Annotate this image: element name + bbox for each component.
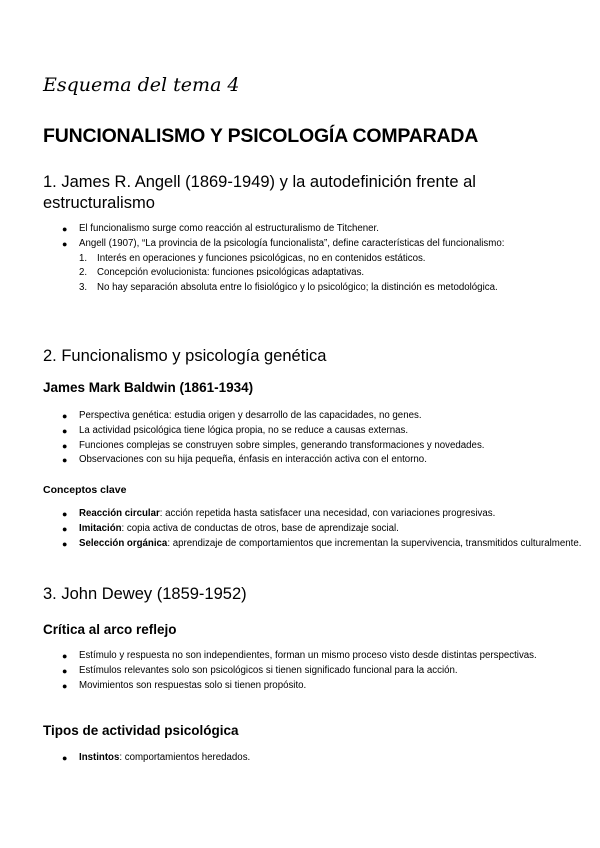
bullet-icon: ● (62, 753, 68, 763)
bullet-icon: ● (62, 651, 68, 661)
numbered-item: 2. Concepción evolucionista: funciones psicológicas adaptativas. (79, 267, 365, 279)
list-item: ● El funcionalismo surge como reacción al estructuralismo de Titchener. (62, 222, 582, 237)
list-item: ● Perspectiva genética: estudia origen y desarrollo de las capacidades, no genes. (62, 409, 582, 424)
bullet-icon: ● (62, 224, 68, 234)
document-subtitle: Esquema del tema 4 (43, 74, 240, 96)
bullet-icon: ● (62, 509, 68, 519)
bullet-icon: ● (62, 425, 68, 436)
baldwin-bullet-list (62, 409, 582, 468)
list-item: ● Instintos: comportamientos heredados. (62, 751, 582, 766)
numbered-item: 1. Interés en operaciones y funciones psicológicas, no en contenidos estáticos. (79, 252, 426, 264)
activity-types-subheading: Tipos de actividad psicológica (43, 723, 239, 738)
activity-types-list (62, 751, 582, 766)
bullet-icon: ● (62, 455, 68, 466)
bullet-icon: ● (62, 538, 68, 549)
list-item: ● La actividad psicológica tiene lógica propia, no se reduce a causas externas. (62, 424, 582, 439)
reflex-arc-list (62, 649, 582, 693)
bullet-icon: ● (62, 665, 68, 676)
list-item: ● Selección orgánica: aprendizaje de comportamientos que incrementan la supervivencia, transmitidos culturalmente. (62, 537, 582, 552)
list-item: ● Observaciones con su hija pequeña, énfasis en interacción activa con el entorno. (62, 453, 582, 468)
list-item: ● Angell (1907), “La provincia de la psicología funcionalista”, define características del funcionalismo: 1. Interés en operaciones y funciones psicológicas, no en contenidos estáticos. 2. Concepción evolucionista: funciones psicológicas adaptativas. 3. No hay separación absoluta entre lo fisiológico y lo psicológico; la distinción es metodológica. (62, 237, 582, 296)
list-item: ● Funciones complejas se construyen sobre simples, generando transformaciones y novedades. (62, 439, 582, 454)
bullet-icon: ● (62, 440, 68, 451)
bullet-icon: ● (62, 411, 68, 421)
list-item: ● Movimientos son respuestas solo si tienen propósito. (62, 679, 582, 694)
bullet-icon: ● (62, 680, 68, 691)
baldwin-subheading: James Mark Baldwin (1861-1934) (43, 380, 254, 395)
key-concepts-list (62, 507, 582, 551)
reflex-arc-subheading: Crítica al arco reflejo (43, 622, 177, 637)
section-3-heading: 3. John Dewey (1859-1952) (43, 585, 247, 603)
list-item: ● Reacción circular: acción repetida hasta satisfacer una necesidad, con variaciones progresivas. (62, 507, 582, 522)
key-concepts-heading: Conceptos clave (43, 484, 127, 496)
section-1-bullet-list (62, 222, 582, 296)
document-title: FUNCIONALISMO Y PSICOLOGÍA COMPARADA (43, 125, 479, 147)
section-1-heading: 1. James R. Angell (1869-1949) y la autodefinición frente al estructuralismo (43, 173, 476, 212)
list-item: ● Imitación: copia activa de conductas de otros, base de aprendizaje social. (62, 522, 582, 537)
section-2-heading: 2. Funcionalismo y psicología genética (43, 347, 327, 365)
list-item: ● Estímulo y respuesta no son independientes, forman un mismo proceso visto desde distintas perspectivas. (62, 649, 582, 664)
bullet-icon: ● (62, 238, 68, 249)
list-item: ● Estímulos relevantes solo son psicológicos si tienen significado funcional para la acción. (62, 664, 582, 679)
angell-characteristics-list (79, 252, 499, 296)
bullet-icon: ● (62, 523, 68, 534)
numbered-item: 3. No hay separación absoluta entre lo fisiológico y lo psicológico; la distinción es metodológica. (79, 282, 498, 294)
